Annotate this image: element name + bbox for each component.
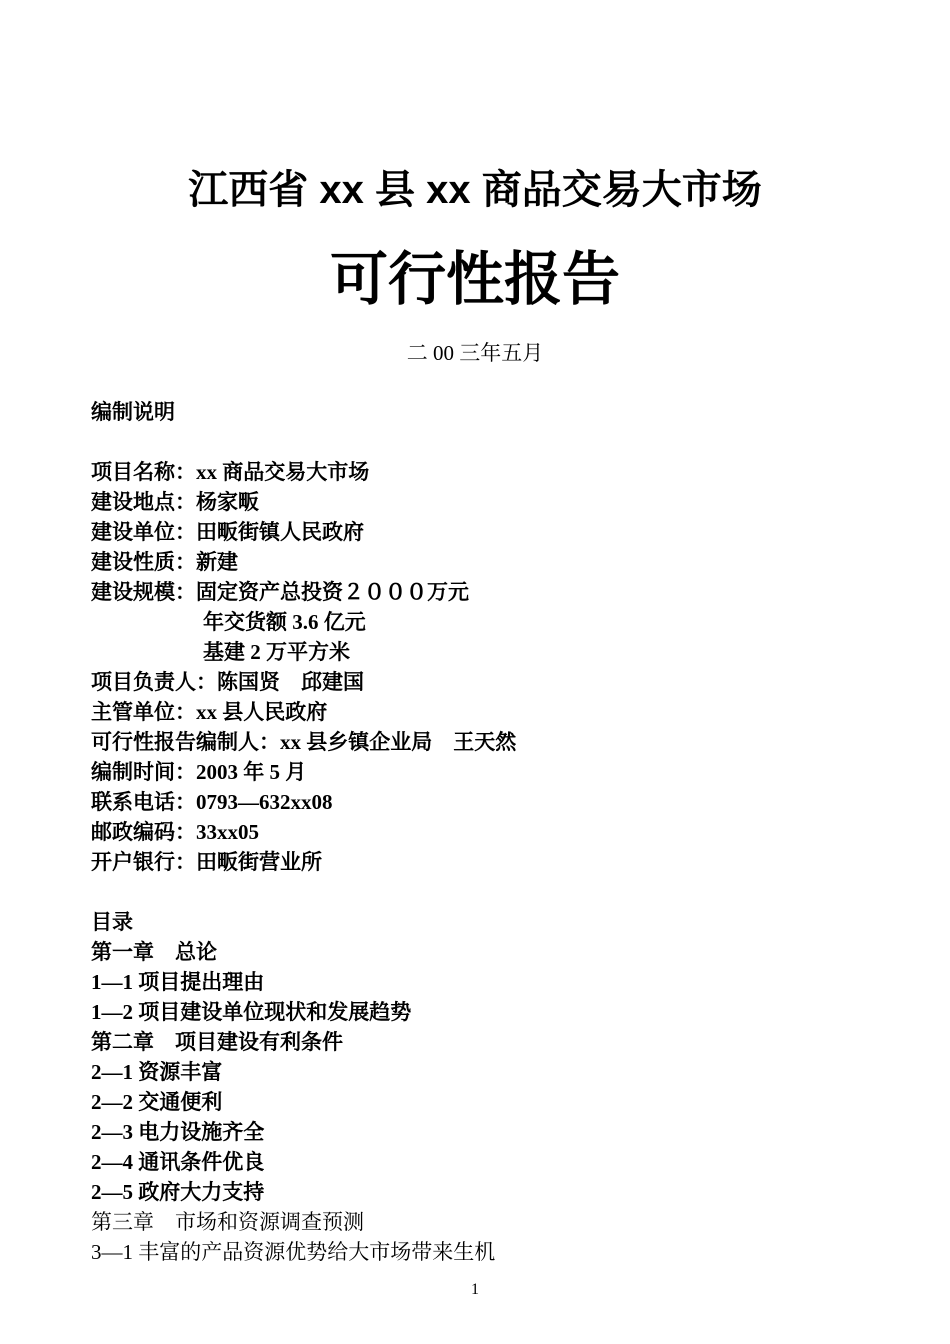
toc-item: 2—4 通讯条件优良 [91, 1150, 265, 1174]
toc-item: 第一章 总论 [91, 940, 217, 964]
toc-item: 1—2 项目建设单位现状和发展趋势 [91, 1000, 412, 1024]
spacer [91, 877, 871, 907]
info-authority: 主管单位：xx 县人民政府 [91, 700, 328, 724]
info-editor: 可行性报告编制人：xx 县乡镇企业局 王天然 [91, 730, 517, 754]
info-edit-time: 编制时间：2003 年 5 月 [91, 760, 307, 784]
document-date: 二 00 三年五月 [406, 341, 544, 365]
document-subtitle: 可行性报告 [329, 247, 620, 312]
info-unit: 建设单位：田畈街镇人民政府 [91, 520, 364, 544]
info-scale: 建设规模：固定资产总投资２０００万元 [91, 580, 469, 604]
toc-item: 1—1 项目提出理由 [91, 970, 265, 994]
info-scale-line3: 基建 2 万平方米 [203, 640, 350, 664]
info-leader: 项目负责人：陈国贤 邱建国 [91, 670, 364, 694]
spacer [91, 427, 871, 457]
document-title: 江西省 xx 县 xx 商品交易大市场 [188, 168, 762, 212]
document-body [91, 397, 871, 1267]
info-phone: 联系电话：0793—632xx08 [91, 790, 333, 814]
preface-heading: 编制说明 [91, 400, 175, 424]
info-bank: 开户银行：田畈街营业所 [91, 850, 322, 874]
toc-item: 第三章 市场和资源调查预测 [91, 1210, 364, 1234]
info-project-name: 项目名称：xx 商品交易大市场 [91, 460, 370, 484]
page-number: 1 [471, 1281, 479, 1298]
info-scale-line2: 年交货额 3.6 亿元 [203, 610, 366, 634]
toc-item: 2—1 资源丰富 [91, 1060, 223, 1084]
toc-item: 2—3 电力设施齐全 [91, 1120, 265, 1144]
toc-heading: 目录 [91, 910, 133, 934]
info-postcode: 邮政编码：33xx05 [91, 820, 259, 844]
toc-item: 3—1 丰富的产品资源优势给大市场带来生机 [91, 1240, 496, 1264]
info-location: 建设地点：杨家畈 [91, 490, 259, 514]
toc-item: 2—5 政府大力支持 [91, 1180, 265, 1204]
toc-item: 2—2 交通便利 [91, 1090, 223, 1114]
info-nature: 建设性质：新建 [91, 550, 238, 574]
toc-item: 第二章 项目建设有利条件 [91, 1030, 343, 1054]
